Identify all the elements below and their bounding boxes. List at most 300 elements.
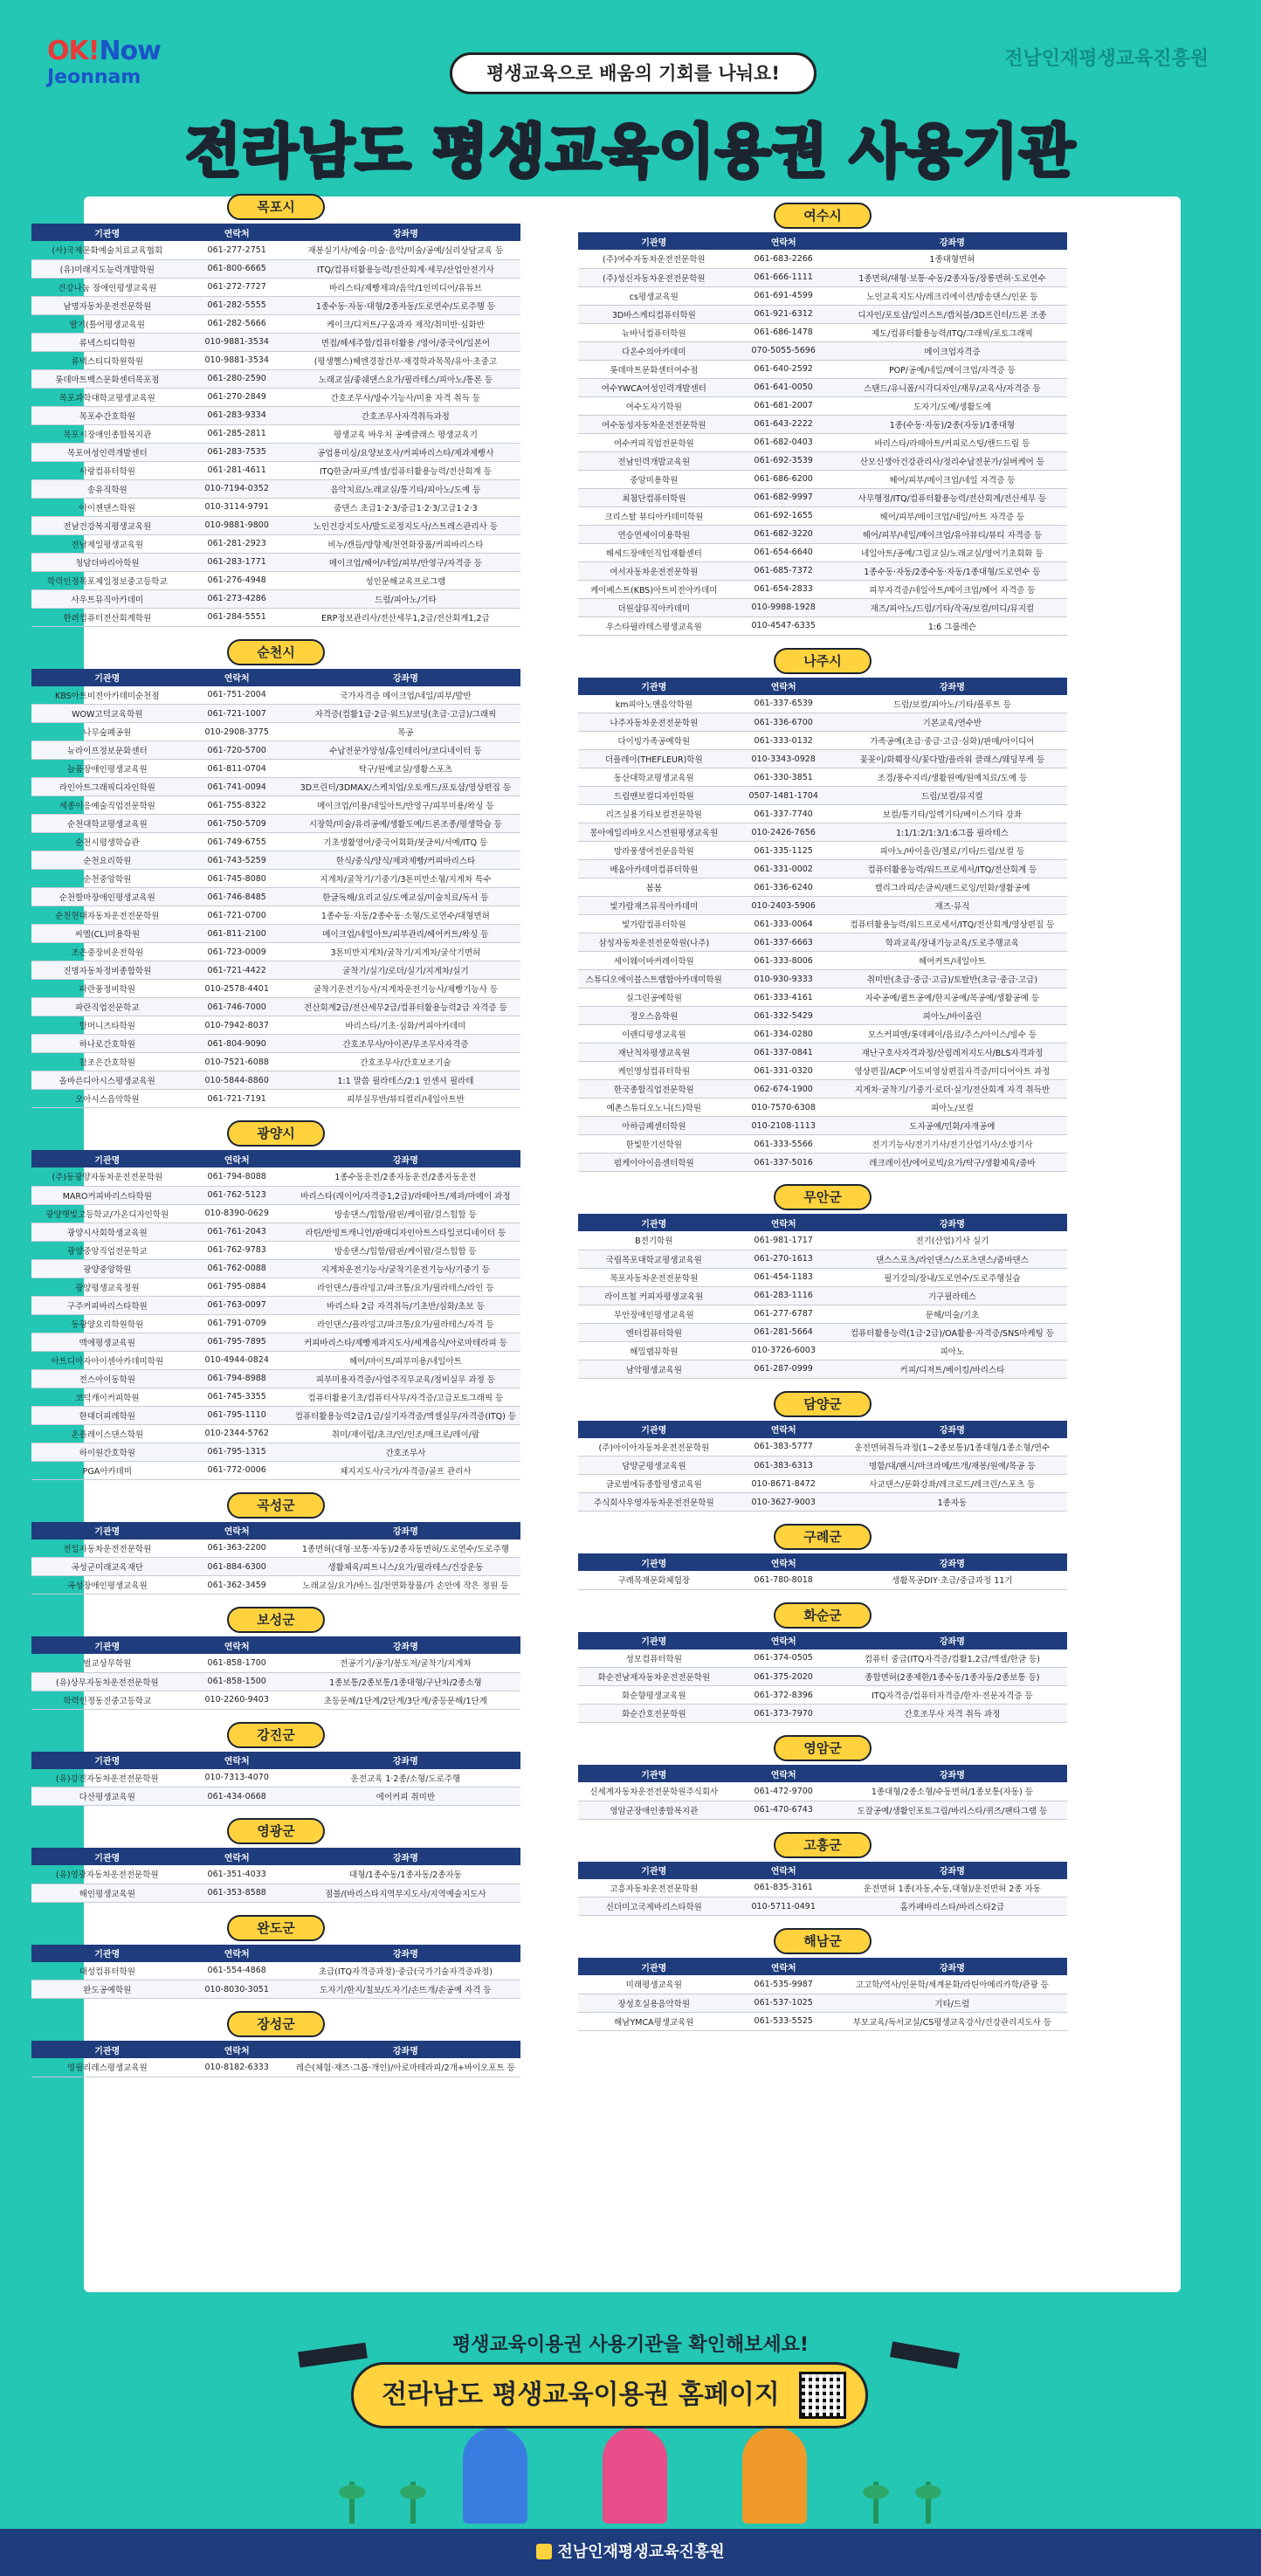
institution-name: 송유직학원: [31, 479, 183, 498]
table-row: [31, 1369, 520, 1388]
course-name: 메이크업자격증: [837, 341, 1067, 360]
institution-name: 학력인정목포제일정보중고등학교: [31, 571, 183, 589]
phone-number: 061-721-0700: [183, 906, 291, 925]
institution-name: 참조은간호학원: [31, 1053, 183, 1071]
course-name: 바리스타/제빵제과/음악/1인미디어/유튜브: [291, 278, 520, 296]
column-header-name: 기관명: [578, 1862, 730, 1879]
phone-number: 010-8182-6333: [183, 2058, 291, 2077]
course-name: 자수공예/퀼트공예/한지공예/목공예/생활공예 등: [837, 988, 1067, 1007]
column-header-name: 기관명: [31, 669, 183, 686]
phone-number: 061-472-9700: [730, 1782, 837, 1801]
column-header-course: 강좌명: [291, 224, 520, 241]
course-name: 기타/드럼: [837, 1994, 1067, 2012]
phone-number: 061-795-7895: [183, 1333, 291, 1351]
table-row: [578, 2012, 1067, 2030]
table-row: [578, 1007, 1067, 1025]
column-header-phone: 연락처: [730, 1862, 837, 1879]
institution-name: 빛가람컴퓨터학원: [578, 915, 730, 933]
column-header-course: 강좌명: [291, 1848, 520, 1865]
table-row: [31, 1278, 520, 1296]
course-name: 재즈·뮤직: [837, 897, 1067, 915]
table-row: [578, 1898, 1067, 1916]
course-name: 케이크/디저트/구움과자 제작/취미반·심화반: [291, 314, 520, 333]
table-row: [31, 314, 520, 333]
phone-number: 061-763-0097: [183, 1296, 291, 1314]
institution-name: 다이빙가족공예학원: [578, 732, 730, 750]
course-name: 간호조무사/아이콘/무조무사자격증: [291, 1035, 520, 1053]
phone-number: 061-353-8588: [183, 1884, 291, 1902]
course-name: 1종수동·자동/2종수동·소형/도로연수/대형면허: [291, 906, 520, 925]
institution-name: 화순향평생교육원: [578, 1686, 730, 1705]
institution-name: 올바른디아시스평생교육원: [31, 1071, 183, 1090]
phone-number: 061-283-7535: [183, 443, 291, 461]
institution-name: 몽아에일리바오시스전원평생교육원: [578, 823, 730, 842]
table-row: [31, 1333, 520, 1351]
course-name: 컴퓨터활용능력/워드프로세서/ITQ/전산회계/영상편집 등: [837, 915, 1067, 933]
phone-number: 010-2108-1113: [730, 1117, 837, 1135]
table-row: [31, 369, 520, 388]
table-row: [31, 1576, 520, 1595]
institution-name: 전남제일평생교육원: [31, 534, 183, 553]
phone-number: 061-692-3539: [730, 451, 837, 470]
column-header-course: 강좌명: [291, 1752, 520, 1769]
course-name: 바리스타(레이어/자격증1,2급)/라떼아트/제과/마메이 과정: [291, 1186, 520, 1204]
course-name: 노인교육지도사/레크리에이션/방송댄스/인문 등: [837, 286, 1067, 305]
institution-name: 대성컴퓨터학원: [31, 1962, 183, 1980]
homepage-banner[interactable]: [351, 2362, 868, 2428]
phone-number: 010-2403-5906: [730, 897, 837, 915]
phone-number: 010-2260-9403: [183, 1691, 291, 1709]
institution-name: 나무숲폐공원: [31, 723, 183, 741]
phone-number: 010-4944-0824: [183, 1351, 291, 1369]
institution-name: 목포자동차운전전문학원: [578, 1268, 730, 1286]
course-name: 네일아트/공예/그림교실/노래교실/영어기초회화 등: [837, 543, 1067, 561]
phone-number: 061-331-0320: [730, 1062, 837, 1080]
course-name: 노래교실/좋쉐댄스요가/필라테스/피아노/통론 등: [291, 369, 520, 388]
phone-number: 061-270-1613: [730, 1250, 837, 1268]
phone-number: 061-723-0009: [183, 943, 291, 961]
table-row: [578, 268, 1067, 286]
table-row: [578, 1250, 1067, 1268]
region-section: [578, 1524, 1067, 1590]
column-header-phone: 연락처: [183, 224, 291, 241]
institution-name: 남악평생교육원: [578, 1360, 730, 1378]
column-header-name: 기관명: [578, 1553, 730, 1571]
region-label: 순천시: [227, 639, 325, 665]
course-name: 공업용미싱/요양보호사/커피바리스타/제과제빵사: [291, 443, 520, 461]
phone-number: 061-780-8018: [730, 1571, 837, 1589]
table-row: [578, 488, 1067, 506]
phone-number: 061-794-8988: [183, 1369, 291, 1388]
phone-number: 061-434-0668: [183, 1787, 291, 1806]
course-name: 자격증(컴활1급·2급·워드)/코딩(초급·고급)/그래픽: [291, 705, 520, 723]
table-row: [31, 241, 520, 259]
table-row: [578, 323, 1067, 341]
phone-number: 061-749-6755: [183, 833, 291, 851]
institution-name: 화순전남제자동차운전전문학원: [578, 1668, 730, 1686]
table-row: [578, 616, 1067, 635]
phone-number: 061-287-0999: [730, 1360, 837, 1378]
institution-name: 파란풍정비학원: [31, 980, 183, 998]
table-row: [578, 341, 1067, 360]
course-name: (평생헬스)헤엔경찰간부·재경학과목목/유아·초중고: [291, 351, 520, 369]
institution-name: 크리스탈 뷰티아카데미학원: [578, 506, 730, 525]
course-name: 운전교육 1·2종/소형/도로주행: [291, 1769, 520, 1787]
phone-number: 061-336-6700: [730, 713, 837, 732]
course-name: 메이크업/미용/네일아트/반영구/피부미용/왁싱 등: [291, 796, 520, 815]
course-name: 홈카페바리스타/바리스타2급: [837, 1898, 1067, 1916]
institution-name: 우스타필라테스평생교육원: [578, 616, 730, 635]
table-row: [578, 1438, 1067, 1457]
phone-number: 061-683-2266: [730, 250, 837, 268]
table-row: [578, 768, 1067, 787]
phone-number: 061-383-5777: [730, 1438, 837, 1457]
course-name: 운전면허취득과정(1~2종보통)/1종대형/1종소형/연수: [837, 1438, 1067, 1457]
institution-name: 남명자동차운전전문학원: [31, 296, 183, 314]
phone-number: 061-285-2811: [183, 424, 291, 443]
course-name: 레슨(체험·재즈·그룹·개인)/아로마테라피/2개+바이오포트 등: [291, 2058, 520, 2077]
institution-name: 신더미고국제바리스타학원: [578, 1898, 730, 1916]
column-header-name: 기관명: [578, 1632, 730, 1650]
course-name: 비누/캔들/방향제/천연화장품/커피바리스타: [291, 534, 520, 553]
course-name: 재난구호사자격과정/산림레저지도사/BLS자격과정: [837, 1043, 1067, 1062]
institution-name: (유)강진자동차운전전문학원: [31, 1769, 183, 1787]
phone-number: 061-921-6312: [730, 305, 837, 323]
table-row: [578, 451, 1067, 470]
person-icon: [603, 2428, 667, 2524]
phone-number: 061-337-5016: [730, 1154, 837, 1172]
course-name: 취미/재이펍/초크/인/인조/매크로/레이/팝: [291, 1424, 520, 1443]
course-name: 기구필라테스: [837, 1286, 1067, 1305]
table-row: [578, 1668, 1067, 1686]
institution-name: 광양중앙학원: [31, 1259, 183, 1278]
table-row: [578, 1650, 1067, 1668]
phone-number: 010-9881-9800: [183, 516, 291, 534]
institution-name: 여수도자기학원: [578, 396, 730, 415]
table-row: [31, 1962, 520, 1980]
phone-number: 061-282-5666: [183, 314, 291, 333]
phone-number: 061-284-5551: [183, 608, 291, 626]
institution-name: 여수YWCA여성인력개발센터: [578, 378, 730, 396]
course-name: 한식/중식/양식/제과제빵/커피바리스타: [291, 851, 520, 870]
region-section: [578, 203, 1067, 636]
region-label: 목포시: [227, 194, 325, 220]
table-row: [31, 516, 520, 534]
column-header-course: 강좌명: [837, 1765, 1067, 1782]
table-row: [578, 1493, 1067, 1512]
institution-name: 곡성장애인평생교육원: [31, 1576, 183, 1595]
course-name: 1종수동·자동/2종수동·자동/1종대형/도로연수 등: [837, 561, 1067, 580]
institution-name: 국립목포대학교평생교육원: [578, 1250, 730, 1268]
institution-name: 구주커피바리스타학원: [31, 1296, 183, 1314]
table-row: [31, 1314, 520, 1333]
course-name: 평생교육 바우처 공예클래스 평생교육기: [291, 424, 520, 443]
table-row: [578, 842, 1067, 860]
institution-name: 파란직업전문학교: [31, 998, 183, 1016]
phone-number: 061-454-1183: [730, 1268, 837, 1286]
region-section: [31, 1492, 520, 1595]
course-name: ERP정보관리사/전산세무1,2급/전산회계1,2급: [291, 608, 520, 626]
region-label: 완도군: [227, 1915, 325, 1941]
table-row: [578, 360, 1067, 378]
course-name: 도자기/도예/생활도예: [837, 396, 1067, 415]
table-row: [578, 1782, 1067, 1801]
institution-table: [31, 1150, 520, 1480]
phone-number: 061-762-5123: [183, 1186, 291, 1204]
region-section: [31, 2011, 520, 2077]
institution-name: 여수동성자동차운전전문학원: [578, 415, 730, 433]
table-row: [578, 1080, 1067, 1099]
table-row: [578, 952, 1067, 970]
institution-name: 해남YMCA평생교육원: [578, 2012, 730, 2030]
course-name: 간호조무사자격취득과정: [291, 406, 520, 424]
table-row: [578, 750, 1067, 768]
phone-number: 010-2908-3775: [183, 723, 291, 741]
course-name: 전기(산업)기사 실기: [837, 1231, 1067, 1250]
course-name: 굴착기/실기/로더/실기/지게차/실기: [291, 961, 520, 980]
region-label: 구례군: [774, 1524, 872, 1550]
logo-now: Now: [99, 36, 161, 66]
phone-number: 061-685-7372: [730, 561, 837, 580]
column-header-course: 강좌명: [837, 678, 1067, 695]
institution-name: 라이프철 커피자평생교육원: [578, 1286, 730, 1305]
phone-number: 010-4547-6335: [730, 616, 837, 635]
table-row: [31, 608, 520, 626]
institution-name: 중앙미용학원: [578, 470, 730, 488]
page-title: 전라남도 평생교육이용권 사용기관: [185, 118, 1076, 185]
phone-number: 061-794-8088: [183, 1167, 291, 1186]
column-header-name: 기관명: [31, 1945, 183, 1962]
course-name: 초급(ITQ자격증과정)·중급(국가기술자격증과정): [291, 1962, 520, 1980]
phone-number: 061-745-3355: [183, 1388, 291, 1406]
institution-name: (주)성신자동차운전전문학원: [578, 268, 730, 286]
table-row: [31, 1558, 520, 1576]
phone-number: 010-3726-6003: [730, 1341, 837, 1360]
institution-table: [578, 1553, 1067, 1590]
phone-number: 061-330-3851: [730, 768, 837, 787]
institution-name: 순천현대자동차운전전문학원: [31, 906, 183, 925]
institution-name: 드림앤보컬디자인학원: [578, 787, 730, 805]
phone-number: 010-7194-0352: [183, 479, 291, 498]
table-row: [31, 259, 520, 278]
region-section: [31, 1120, 520, 1480]
region-section: [578, 1184, 1067, 1379]
table-row: [578, 878, 1067, 897]
institution-name: 해인평생교육원: [31, 1884, 183, 1902]
institution-name: 순천할마장애인평생교육원: [31, 888, 183, 906]
institution-name: 한빛한기선학원: [578, 1135, 730, 1154]
course-name: 1종보통/2종보통/1종대형/구난차/2종소형: [291, 1672, 520, 1691]
course-name: 노인건강지도사/발도로정지도사/스트레스관리사 등: [291, 516, 520, 534]
course-name: 1:1 말씀 필라테스/2:1 인센셔 필라테: [291, 1071, 520, 1090]
institution-name: 완도공예학원: [31, 1980, 183, 1999]
phone-number: 010-2426-7656: [730, 823, 837, 842]
plant-icon: [410, 2482, 416, 2524]
phone-number: 061-743-5259: [183, 851, 291, 870]
phone-number: 061-751-2004: [183, 686, 291, 705]
course-name: 컴퓨터활용능력(1급·2급)/OA활용·자격증/SNS마케팅 등: [837, 1323, 1067, 1341]
table-row: [31, 980, 520, 998]
column-header-course: 강좌명: [837, 232, 1067, 250]
table-row: [31, 1167, 520, 1186]
phone-number: 061-804-9090: [183, 1035, 291, 1053]
table-row: [31, 571, 520, 589]
institution-name: 3D바스케티컴퓨터학원: [578, 305, 730, 323]
phone-number: 061-276-4948: [183, 571, 291, 589]
course-name: 전기기능사/전기기사/전기산업기사/소방기사: [837, 1135, 1067, 1154]
institution-table: [578, 1421, 1067, 1512]
phone-number: 061-272-7727: [183, 278, 291, 296]
phone-number: 010-7313-4070: [183, 1769, 291, 1787]
institution-name: 주식회사우영자동차운전전문학원: [578, 1493, 730, 1512]
phone-number: 061-681-2007: [730, 396, 837, 415]
phone-number: 061-283-1116: [730, 1286, 837, 1305]
institution-name: 롯데마트백스문화센터목포점: [31, 369, 183, 388]
table-row: [578, 787, 1067, 805]
course-name: 면접/헤세주합/컴퓨터활용 /영어/중국어/일본어: [291, 333, 520, 351]
institution-name: 전남건강복지평생교육원: [31, 516, 183, 534]
course-name: 드럼/보컬/피아노/기타/플루트 등: [837, 695, 1067, 713]
institution-name: (유)상무자동차운전전문학원: [31, 1672, 183, 1691]
region-section: [31, 194, 520, 627]
table-row: [578, 1457, 1067, 1475]
table-row: [31, 589, 520, 608]
logo-region: Jeonnam: [47, 66, 141, 88]
table-row: [31, 498, 520, 516]
course-name: 라인댄스/플라밍고/파크통/요가/필라테스/자격 등: [291, 1314, 520, 1333]
phone-number: 061-755-8322: [183, 796, 291, 815]
region-label: 해남군: [774, 1928, 872, 1954]
phone-number: 061-858-1700: [183, 1654, 291, 1672]
course-name: 지게차·굴착기/기중기·로더·실기/전산회계 자격 취득반: [837, 1080, 1067, 1099]
institution-name: 영암군장애인종합복지관: [578, 1801, 730, 1819]
table-row: [578, 1154, 1067, 1172]
course-name: 한글독해/요리교실/도예교실/미술치료/독서 등: [291, 888, 520, 906]
table-row: [578, 1360, 1067, 1378]
institution-name: 해밀랩뮤학원: [578, 1341, 730, 1360]
institution-name: 딸기(틀어평생교육원: [31, 314, 183, 333]
course-name: 줌댄스 초급1·2·3/중급1·2·3/고급1·2·3: [291, 498, 520, 516]
column-header-phone: 연락처: [730, 1632, 837, 1650]
column-header-phone: 연락처: [730, 1214, 837, 1231]
phone-number: 061-333-0132: [730, 732, 837, 750]
table-row: [578, 933, 1067, 952]
column-header-phone: 연락처: [183, 1752, 291, 1769]
left-column: [31, 194, 520, 2090]
table-row: [578, 897, 1067, 915]
institution-name: 한국종합직업전문학원: [578, 1080, 730, 1099]
person-icon: [463, 2428, 527, 2524]
table-row: [578, 915, 1067, 933]
institution-table: [31, 1945, 520, 2000]
column-header-name: 기관명: [31, 1522, 183, 1539]
phone-number: 061-750-5709: [183, 815, 291, 833]
institution-name: (유)영광자동차운전전문학원: [31, 1865, 183, 1884]
table-row: [578, 1043, 1067, 1062]
table-row: [31, 278, 520, 296]
column-header-phone: 연락처: [183, 1945, 291, 1962]
phone-number: 061-884-6300: [183, 1558, 291, 1576]
table-row: [31, 833, 520, 851]
phone-number: 061-795-0884: [183, 1278, 291, 1296]
course-name: 컴퓨터활용기초/컴퓨터사무/자격증/고급포토그래픽 등: [291, 1388, 520, 1406]
course-name: 피아노/바이올린: [837, 1007, 1067, 1025]
institution-name: 케인영성컴퓨터학원: [578, 1062, 730, 1080]
institution-name: WOW고덕교육학원: [31, 705, 183, 723]
course-name: 음악치료/노래교실/통기타/피아노/도예 등: [291, 479, 520, 498]
table-row: [578, 1475, 1067, 1493]
phone-number: 061-270-2849: [183, 388, 291, 406]
institution-name: 곡성군미래교육재단: [31, 1558, 183, 1576]
table-row: [31, 424, 520, 443]
plant-icon: [926, 2482, 931, 2524]
table-row: [31, 1443, 520, 1461]
column-header-phone: 연락처: [183, 1522, 291, 1539]
column-header-course: 강좌명: [837, 1421, 1067, 1438]
column-header-course: 강좌명: [291, 1636, 520, 1654]
phone-number: 062-674-1900: [730, 1080, 837, 1099]
phone-number: 061-795-1110: [183, 1406, 291, 1424]
column-header-phone: 연락처: [730, 1958, 837, 1975]
institution-name: (주)동광양자동차운전전문학원: [31, 1167, 183, 1186]
course-name: 바리스타/라떼아트/커피로스팅/핸드드립 등: [837, 433, 1067, 451]
institution-name: 목포여성인력개발센터: [31, 443, 183, 461]
course-name: 1종대형/2종소형/수동면허/1종보통(자동) 등: [837, 1782, 1067, 1801]
table-row: [31, 1461, 520, 1479]
table-row: [31, 443, 520, 461]
column-header-phone: 연락처: [730, 1765, 837, 1782]
course-name: 메이크업/네일아트/피부관리/헤어커트/왁싱 등: [291, 925, 520, 943]
course-name: 국가자격증 메이크업/네일/피부/발반: [291, 686, 520, 705]
course-name: 1종면허/대형·보통·수동/2종자동/장롱면허·도로연수: [837, 268, 1067, 286]
table-row: [578, 805, 1067, 823]
institution-name: 글로벌에듀종합평생교육원: [578, 1475, 730, 1493]
phone-number: 061-281-2923: [183, 534, 291, 553]
qr-code-icon[interactable]: [799, 2372, 846, 2419]
table-row: [31, 1071, 520, 1090]
institution-name: 다산평생교육원: [31, 1787, 183, 1806]
table-row: [31, 1691, 520, 1709]
institution-name: 뉴라이프정보문화센터: [31, 741, 183, 760]
course-name: 굴착기운전기능사/지게차운전기능사/제빵기능사 등: [291, 980, 520, 998]
course-name: 기본교육/연수반: [837, 713, 1067, 732]
institution-name: 세종이응예술직업전문학원: [31, 796, 183, 815]
institution-name: 스튜디오에이블스트랩합아카데미학원: [578, 970, 730, 988]
institution-name: 장성호실용음악학원: [578, 1994, 730, 2012]
institution-name: 아이젠댄스학원: [31, 498, 183, 516]
institution-name: 광양중앙직업전문학교: [31, 1241, 183, 1259]
table-row: [31, 998, 520, 1016]
table-row: [578, 713, 1067, 732]
institution-name: 오아시스음악학원: [31, 1090, 183, 1108]
institution-name: 더원샵뮤직아카데미: [578, 598, 730, 616]
region-section: [31, 1915, 520, 2000]
institution-name: (유)미래지도능력개발학원: [31, 259, 183, 278]
table-row: [31, 1090, 520, 1108]
table-row: [578, 732, 1067, 750]
phone-number: 061-363-2200: [183, 1539, 291, 1558]
region-section: [31, 1818, 520, 1903]
table-row: [578, 1268, 1067, 1286]
institution-name: 류넥스티디학원학원: [31, 351, 183, 369]
region-label: 곡성군: [227, 1492, 325, 1519]
course-name: 보컬/통기타/일렉기타/베이스기타 강좌: [837, 805, 1067, 823]
course-name: 생활체육/피트니스/요가/필라테스/건강운동: [291, 1558, 520, 1576]
institution-table: [578, 1862, 1067, 1917]
course-name: 성인문해교육프로그램: [291, 571, 520, 589]
institution-name: 순천대학교평생교육원: [31, 815, 183, 833]
table-row: [31, 888, 520, 906]
